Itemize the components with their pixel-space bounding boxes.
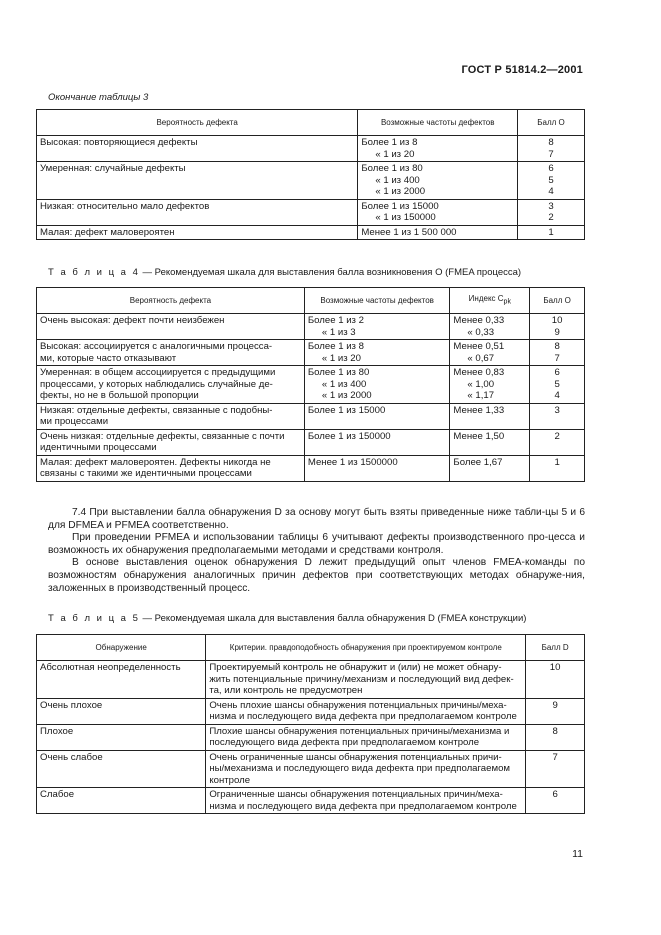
cell: 6 [526, 788, 585, 814]
table-row [37, 455, 585, 481]
table3-continuation-caption: Окончание таблицы 3 [48, 92, 149, 103]
table4-caption: Т а б л и ц а 4 — Рекомендуемая шкала для выставления балла возникновения О (FMEA процесса) [48, 267, 522, 278]
cell: Плохое [37, 724, 206, 750]
cell: Более 1 из 8 « 1 из 20 [358, 136, 518, 162]
page-number: 11 [572, 848, 583, 860]
cell: Более 1,67 [450, 455, 530, 481]
table-row [37, 225, 585, 240]
table3 [36, 109, 585, 240]
cell: Высокая: повторяющиеся дефекты [37, 136, 358, 162]
cell: 3 [530, 403, 585, 429]
cell: Очень ограниченные шансы обнаружения потенциальных причи- ны/механизма и последующего вида дефекта при предполагаемом контроле [206, 750, 526, 788]
table-row [37, 403, 585, 429]
col-header: Вероятность дефекта [37, 110, 358, 136]
table-row [37, 366, 585, 404]
cell: Высокая: ассоциируется с аналогичными процесса- ми, которые часто отказывают [37, 340, 305, 366]
cell: 9 [526, 698, 585, 724]
cell: Очень слабое [37, 750, 206, 788]
cell: Более 1 из 2 « 1 из 3 [304, 314, 450, 340]
cell: Менее 0,33 « 0,33 [450, 314, 530, 340]
cell: 7 [526, 750, 585, 788]
cell: Более 1 из 80 « 1 из 400 « 1 из 2000 [358, 162, 518, 200]
col-header: Индекс $С_{pk}$ [450, 288, 530, 314]
cell: Менее 1 из 1500000 [304, 455, 450, 481]
cell: Менее 0,83 « 1,00 « 1,17 [450, 366, 530, 404]
table-row [37, 314, 585, 340]
cell: 2 [530, 429, 585, 455]
col-header: Балл О [518, 110, 585, 136]
paragraph: При проведении PFMEA и использовании таблицы 6 учитывают дефекты производственного про-цесса и возможность их обнаружения предполагаемыми методами и средствами контроля. [48, 532, 585, 556]
cell: Менее 1,33 [450, 403, 530, 429]
cell: Низкая: отдельные дефекты, связанные с подобны- ми процессами [37, 403, 305, 429]
table-header-row [37, 110, 585, 136]
table-row [37, 698, 585, 724]
table-row [37, 788, 585, 814]
col-header: Балл О [530, 288, 585, 314]
table-row [37, 750, 585, 788]
cell: 1 [530, 455, 585, 481]
table-header-row [37, 635, 585, 661]
col-header: Обнаружение [37, 635, 206, 661]
cell: Менее 1 из 1 500 000 [358, 225, 518, 240]
cell: Низкая: относительно мало дефектов [37, 199, 358, 225]
document-id: ГОСТ Р 51814.2—2001 [461, 64, 583, 76]
col-header: Возможные частоты дефектов [358, 110, 518, 136]
table-row [37, 199, 585, 225]
cell: Ограниченные шансы обнаружения потенциальных причин/меха- низма и последующего вида дефекта при предполагаемом контроле [206, 788, 526, 814]
cell: Менее 0,51 « 0,67 [450, 340, 530, 366]
cell: Проектируемый контроль не обнаружит и (или) не может обнару- жить потенциальные причину/механизм и последующий вид дефек- та, или контроль не предусмотрен [206, 661, 526, 699]
cell: Абсолютная неопределенность [37, 661, 206, 699]
paragraph: 7.4 При выставлении балла обнаружения D за основу могут быть взяты приведенные ниже табли-цы 5 и 6 для DFMEA и PFMEA соответственно. [48, 507, 585, 531]
col-header: Возможные частоты дефектов [304, 288, 450, 314]
cell: Более 1 из 15000 [304, 403, 450, 429]
cell: 3 2 [518, 199, 585, 225]
cell: 10 [526, 661, 585, 699]
cell: Более 1 из 80 « 1 из 400 « 1 из 2000 [304, 366, 450, 404]
cell: Очень плохие шансы обнаружения потенциальных причины/меха- низма и последующего вида дефекта при предполагаемом контроле [206, 698, 526, 724]
cell: 6 5 4 [518, 162, 585, 200]
table-row [37, 661, 585, 699]
cell: Малая: дефект маловероятен [37, 225, 358, 240]
cell: Слабое [37, 788, 206, 814]
cell: Менее 1,50 [450, 429, 530, 455]
paragraph: В основе выставления оценок обнаружения D лежит предыдущий опыт членов FMEA-команды по возможностям обнаружения аналогичных причин дефектов при соответствующих методах обнаруже-ния, заложенных в производственный процесс. [48, 557, 585, 594]
table-row [37, 724, 585, 750]
col-header: Критерии. правдоподобность обнаружения при проектируемом контроле [206, 635, 526, 661]
cell: 6 5 4 [530, 366, 585, 404]
table-row [37, 429, 585, 455]
table-header-row [37, 288, 585, 314]
cell: 1 [518, 225, 585, 240]
cell: Умеренная: случайные дефекты [37, 162, 358, 200]
table4 [36, 287, 585, 482]
col-header: Балл D [526, 635, 585, 661]
cell: Плохие шансы обнаружения потенциальных причины/механизма и последующего вида дефекта при предполагаемом контроле [206, 724, 526, 750]
table-row [37, 340, 585, 366]
table-row [37, 162, 585, 200]
cell: Более 1 из 150000 [304, 429, 450, 455]
cell: Малая: дефект маловероятен. Дефекты никогда не связаны с такими же идентичными процессами [37, 455, 305, 481]
cell: Очень высокая: дефект почти неизбежен [37, 314, 305, 340]
table-row [37, 136, 585, 162]
cell: 8 [526, 724, 585, 750]
col-header: Вероятность дефекта [37, 288, 305, 314]
cell: 10 9 [530, 314, 585, 340]
cell: Очень низкая: отдельные дефекты, связанные с почти идентичными процессами [37, 429, 305, 455]
cell: 8 7 [518, 136, 585, 162]
cell: 8 7 [530, 340, 585, 366]
cell: Более 1 из 15000 « 1 из 150000 [358, 199, 518, 225]
cell: Умеренная: в общем ассоциируется с предыдущими процессами, у которых наблюдались случайные де- фекты, но не в большой пропорции [37, 366, 305, 404]
cell: Более 1 из 8 « 1 из 20 [304, 340, 450, 366]
cell: Очень плохое [37, 698, 206, 724]
table5-caption: Т а б л и ц а 5 — Рекомендуемая шкала для выставления балла обнаружения D (FMEA конструкции) [48, 613, 527, 624]
table5 [36, 634, 585, 814]
body-text [48, 507, 585, 595]
